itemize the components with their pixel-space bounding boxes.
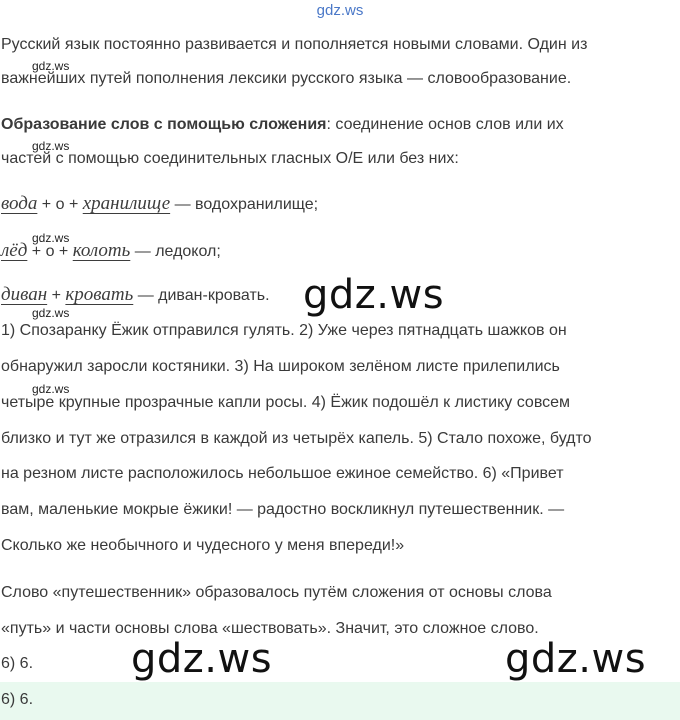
definition-term: Образование слов с помощью сложения [1, 116, 327, 133]
watermark-small: gdz.ws [32, 59, 70, 73]
text-line: четыре крупные прозрачные капли росы. 4) Ёжик подошёл к листику совсем [1, 394, 571, 411]
definition-line-1 [1, 116, 564, 134]
example-part-1: лёд [1, 240, 28, 261]
site-url[interactable]: gdz.ws [316, 2, 364, 19]
intro-line-2: важнейших путей пополнения лексики русского языка — словообразование. [1, 70, 572, 87]
example-row [1, 284, 270, 306]
definition-line-2: частей с помощью соединительных гласных О/Е или без них: [1, 150, 459, 167]
watermark-small: gdz.ws [32, 139, 70, 153]
watermark-big: gdz.ws [505, 636, 647, 682]
explanation-line-2: «путь» и части основы слова «шествовать». Значит, это сложное слово. [1, 620, 539, 637]
example-result: — водохранилище; [170, 196, 319, 213]
example-joint: + о + [37, 196, 83, 213]
example-part-2: хранилище [82, 193, 171, 214]
watermark-small: gdz.ws [32, 306, 70, 320]
watermark-big: gdz.ws [303, 272, 445, 318]
example-part-2: кровать [65, 284, 134, 305]
answer-plain: 6) 6. [1, 655, 34, 672]
example-result: — диван-кровать. [133, 287, 270, 304]
text-line: вам, маленькие мокрые ёжики! — радостно воскликнул путешественник. — [1, 501, 565, 518]
text-line: на резном листе расположилось небольшое ежиное семейство. 6) «Привет [1, 465, 564, 482]
example-part-2: колоть [72, 240, 131, 261]
answer-highlight-text: 6) 6. [1, 691, 34, 708]
explanation-line-1: Слово «путешественник» образовалось путём сложения от основы слова [1, 584, 552, 601]
answer-highlight-bar [0, 682, 680, 720]
text-line: обнаружил заросли костяники. 3) На широком зелёном листе прилепились [1, 358, 560, 375]
watermark-small: gdz.ws [32, 382, 70, 396]
watermark-small: gdz.ws [32, 231, 70, 245]
text-line: Сколько же необычного и чудесного у меня впереди!» [1, 537, 405, 554]
intro-line-1: Русский язык постоянно развивается и пополняется новыми словами. Один из [1, 36, 588, 53]
example-row [1, 240, 221, 262]
example-joint: + [47, 287, 66, 304]
example-part-1: вода [1, 193, 38, 214]
example-part-1: диван [1, 284, 48, 305]
example-result: — ледокол; [130, 243, 221, 260]
watermark-big: gdz.ws [131, 636, 273, 682]
definition-rest: : соединение основ слов или их [326, 116, 564, 133]
example-row [1, 193, 318, 215]
text-line: 1) Спозаранку Ёжик отправился гулять. 2) Уже через пятнадцать шажков он [1, 322, 567, 339]
example-joint: + о + [27, 243, 73, 260]
text-line: близко и тут же отразился в каждой из четырёх капель. 5) Стало похоже, будто [1, 430, 592, 447]
